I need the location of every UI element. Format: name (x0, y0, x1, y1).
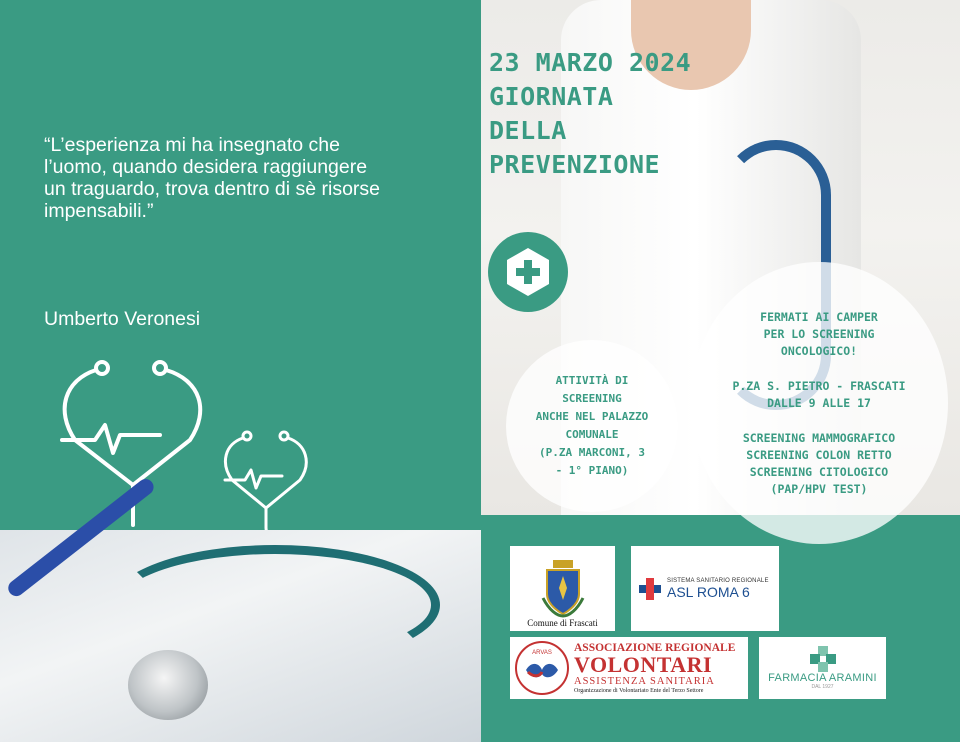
asl-name: ASL ROMA 6 (667, 583, 750, 600)
screening-type: SCREENING COLON RETTO (746, 447, 892, 462)
intro-line: FERMATI AI CAMPER (760, 309, 878, 324)
farmacia-name: FARMACIA ARAMINI (768, 672, 877, 684)
volontari-line-2: VOLONTARI (574, 651, 713, 677)
info-line: (P.ZA MARCONI, 3 (539, 446, 645, 459)
intro-line: PER LO SCREENING (763, 326, 875, 341)
arvas-label: ARVAS (532, 650, 552, 656)
camper-screening-info (690, 262, 948, 544)
asl-cross-icon (639, 578, 661, 600)
farmacia-cross-icon (810, 646, 836, 672)
info-line: SCREENING (562, 392, 622, 405)
info-line: - 1° PIANO) (555, 464, 629, 477)
stethoscope-chestpiece (128, 650, 208, 720)
screening-type: SCREENING CITOLOGICO (749, 464, 889, 479)
info-line: ATTIVITÀ DI (555, 374, 629, 387)
quote-author: Umberto Veronesi (44, 308, 201, 330)
logo-farmacia-aramini (759, 637, 886, 699)
quote-text: “L’esperienza mi ha insegnato che l’uomo, quando desidera raggiungere un traguardo, trova dentro di sè risorse impensabili.” (44, 134, 381, 222)
volontari-line-3: ASSISTENZA SANITARIA (574, 675, 715, 687)
palazzo-screening-info (506, 340, 678, 512)
event-date: 23 MARZO 2024 (489, 48, 692, 77)
asl-subtitle: SISTEMA SANITARIO REGIONALE (667, 577, 769, 584)
logo-asl-roma6 (631, 546, 779, 631)
volontari-line-1: ASSOCIAZIONE REGIONALE (574, 641, 736, 654)
screening-type: (PAP/HPV TEST) (770, 481, 868, 496)
place-line: P.ZA S. PIETRO - FRASCATI (732, 378, 906, 393)
comune-crest-icon (541, 558, 585, 618)
stethoscope-heart-icon (50, 355, 215, 540)
logo-arvas (510, 637, 748, 699)
time-line: DALLE 9 ALLE 17 (767, 395, 871, 410)
medical-cross-icon (488, 232, 568, 312)
volontari-line-4: Organizzazione di Volontariato Ente del Terzo Settore (574, 687, 704, 694)
info-line: COMUNALE (565, 428, 619, 441)
logo-frascati-label: Comune di Frascati (527, 618, 598, 628)
stethoscope-tube (110, 545, 440, 665)
event-title-line-1: GIORNATA (489, 82, 614, 111)
info-line: ANCHE NEL PALAZZO (535, 410, 649, 423)
event-title-line-3: PREVENZIONE (489, 150, 661, 179)
screening-type: SCREENING MAMMOGRAFICO (742, 430, 896, 445)
arvas-emblem-icon (514, 640, 570, 696)
event-title-line-2: DELLA (489, 116, 567, 145)
intro-line: ONCOLOGICO! (780, 343, 858, 358)
logo-comune-frascati (510, 546, 615, 631)
event-title (489, 46, 789, 182)
farmacia-year: DAL 1927 (811, 684, 834, 690)
